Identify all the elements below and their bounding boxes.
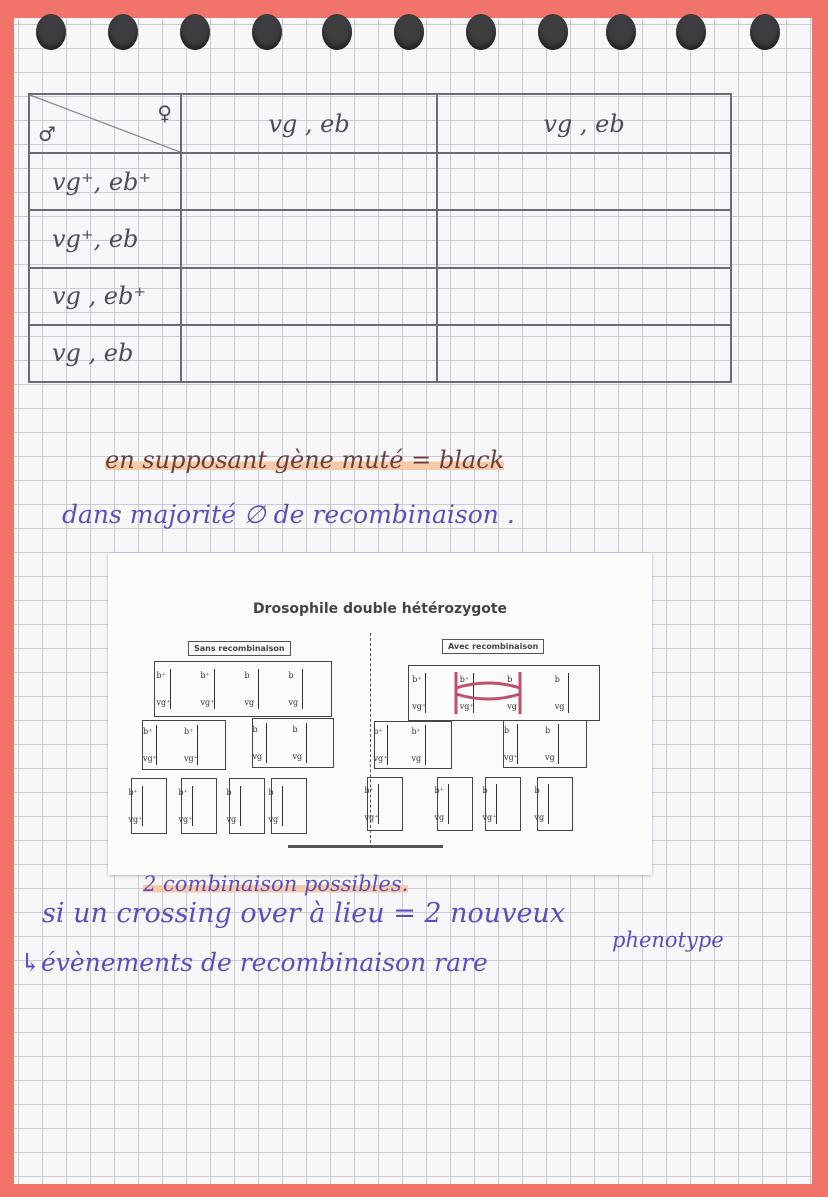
binding-ring <box>466 14 496 50</box>
binding-ring <box>108 14 138 50</box>
allele-label: b <box>504 726 510 735</box>
allele-label: vg⁺ <box>178 815 193 824</box>
chromosome-box <box>142 720 226 770</box>
chromosome <box>288 669 325 709</box>
allele-label: vg⁺ <box>156 698 171 707</box>
chromosome <box>178 786 215 826</box>
label-no-recombination: Sans recombinaison <box>188 641 291 656</box>
allele-label: vg <box>288 698 299 707</box>
chromosome <box>412 673 448 713</box>
allele-label: vg <box>411 754 422 763</box>
allele-label: b <box>226 788 232 797</box>
chromosome-box <box>374 721 452 769</box>
allele-label: b <box>252 725 258 734</box>
column-header: vg , eb <box>181 94 437 153</box>
allele-label: b⁺ <box>200 671 210 680</box>
allele-label: b <box>534 786 540 795</box>
chromosome <box>252 723 289 763</box>
allele-label: vg <box>554 702 565 711</box>
chromosome-box <box>482 777 521 831</box>
allele-label: vg⁺ <box>459 702 474 711</box>
chromosome-box <box>503 720 587 768</box>
allele-label: vg <box>292 752 303 761</box>
chromosome <box>128 786 165 826</box>
chromosome <box>200 669 237 709</box>
allele-label: vg <box>226 815 237 824</box>
figure-title: Drosophile double hétérozygote <box>252 601 508 617</box>
allele-label: vg⁺ <box>143 754 157 763</box>
chromosome <box>268 786 305 826</box>
allele-label: b⁺ <box>156 671 166 680</box>
chromosome <box>411 725 448 765</box>
allele-label: b⁺ <box>364 786 374 795</box>
allele-label: vg⁺ <box>128 815 143 824</box>
chromosome-box <box>154 661 332 717</box>
table-cell <box>437 268 731 325</box>
allele-label: b <box>292 725 298 734</box>
binding-ring <box>750 14 780 50</box>
chromosome <box>143 725 179 765</box>
allele-label: vg⁺ <box>364 813 379 822</box>
allele-label: b <box>545 726 551 735</box>
allele-label: vg <box>507 702 517 711</box>
chromosome <box>482 784 519 824</box>
note-rare-events: ↳évènements de recombinaison rare <box>20 948 488 977</box>
allele-label: vg <box>534 813 545 822</box>
table-cell <box>181 153 437 210</box>
chromosome <box>545 724 581 764</box>
chromosome <box>373 725 410 765</box>
binding-ring <box>538 14 568 50</box>
note-crossing-over: si un crossing over à lieu = 2 nouveux <box>42 898 566 929</box>
chromosome-box <box>178 778 217 834</box>
allele-label: vg⁺ <box>373 754 388 763</box>
chromosome <box>244 669 281 709</box>
chromosome <box>292 723 329 763</box>
allele-label: vg⁺ <box>200 698 215 707</box>
binding-ring <box>676 14 706 50</box>
binding-ring <box>322 14 352 50</box>
allele-label: b <box>482 786 488 795</box>
chromosome <box>534 784 571 824</box>
column-header: vg , eb <box>437 94 731 153</box>
binding-ring <box>606 14 636 50</box>
allele-label: b⁺ <box>412 675 422 684</box>
chromosome <box>226 786 263 826</box>
chromosome-box <box>226 778 265 834</box>
allele-label: vg <box>244 698 255 707</box>
row-header: vg⁺, eb⁺ <box>29 153 181 210</box>
chromosome-box <box>128 778 167 834</box>
chromosome-box <box>268 778 307 834</box>
note-hypothesis: en supposant gène muté = black <box>105 446 505 474</box>
figure-drosophila <box>108 553 652 875</box>
chromosome-box <box>534 777 573 831</box>
chromosome <box>184 725 220 765</box>
allele-label: vg <box>434 813 445 822</box>
crossover-mark <box>448 668 528 718</box>
label-with-recombination: Avec recombinaison <box>442 639 544 654</box>
chromosome-box <box>364 777 403 831</box>
allele-label: b <box>554 675 560 684</box>
chromosome <box>504 724 540 764</box>
table-cell <box>181 268 437 325</box>
allele-label: b <box>268 788 274 797</box>
table-cell <box>437 153 731 210</box>
allele-label: vg⁺ <box>504 753 518 762</box>
binding-ring <box>36 14 66 50</box>
female-symbol: ♀ <box>157 101 172 125</box>
row-header: vg⁺, eb <box>29 210 181 267</box>
allele-label: b⁺ <box>184 727 194 736</box>
table-cell <box>437 325 731 382</box>
note-two-combinations: 2 combinaison possibles. <box>143 872 409 896</box>
chromosome-box <box>252 718 334 768</box>
allele-label: b⁺ <box>411 727 421 736</box>
allele-label: b⁺ <box>178 788 188 797</box>
chromosome <box>156 669 193 709</box>
corner-cell <box>29 94 181 153</box>
note-phenotype: phenotype <box>612 928 724 952</box>
allele-label: b <box>244 671 250 680</box>
allele-label: b⁺ <box>128 788 138 797</box>
chromosome <box>434 784 471 824</box>
allele-label: b⁺ <box>373 727 383 736</box>
allele-label: vg <box>268 815 279 824</box>
underline-bar <box>288 845 443 848</box>
table-cell <box>437 210 731 267</box>
chromosome <box>554 673 591 713</box>
allele-label: vg <box>252 752 263 761</box>
table-cell <box>181 325 437 382</box>
note-majority: dans majorité ∅ de recombinaison . <box>62 500 515 529</box>
chromosome-box <box>434 777 473 831</box>
allele-label: b⁺ <box>434 786 444 795</box>
allele-label: b <box>507 675 513 684</box>
binding-ring <box>180 14 210 50</box>
allele-label: vg <box>545 753 555 762</box>
chromosome <box>364 784 401 824</box>
row-header: vg , eb <box>29 325 181 382</box>
cross-table <box>28 93 732 383</box>
allele-label: vg⁺ <box>412 702 427 711</box>
allele-label: b <box>288 671 294 680</box>
male-symbol: ♂ <box>38 122 56 146</box>
row-header: vg , eb⁺ <box>29 268 181 325</box>
allele-label: vg⁺ <box>184 754 198 763</box>
binding-ring <box>252 14 282 50</box>
binding-ring <box>394 14 424 50</box>
table-cell <box>181 210 437 267</box>
allele-label: b⁺ <box>143 727 153 736</box>
allele-label: vg⁺ <box>482 813 497 822</box>
allele-label: b⁺ <box>459 675 470 684</box>
